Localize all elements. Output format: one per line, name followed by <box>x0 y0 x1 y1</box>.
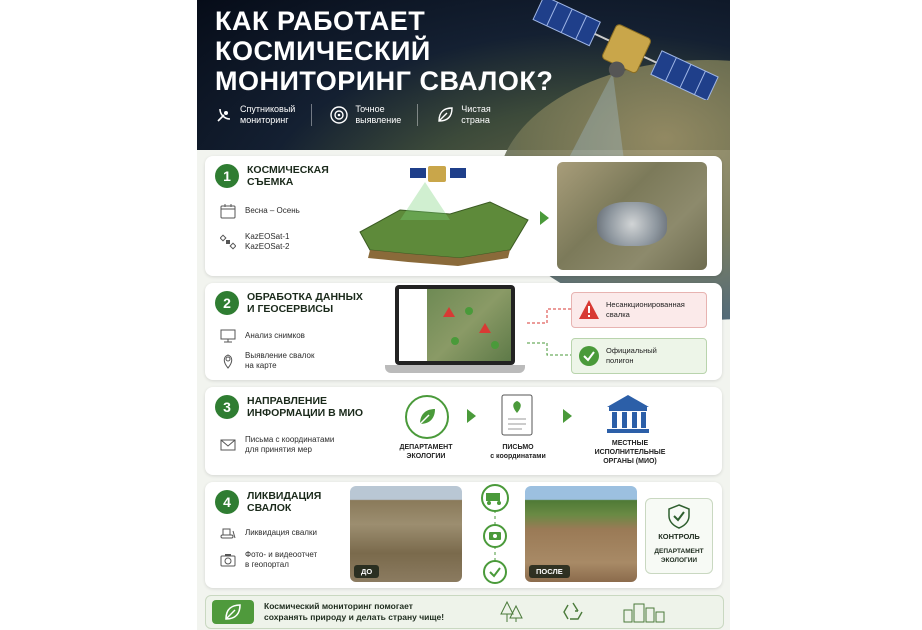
envelope-icon <box>219 436 237 454</box>
flow-label-department: ДЕПАРТАМЕНТ ЭКОЛОГИИ <box>399 444 453 460</box>
process-steps <box>465 482 525 588</box>
item-text: KazEOSat-1 KazEOSat-2 <box>245 232 290 251</box>
hero-banner <box>197 0 730 150</box>
step-title: НАПРАВЛЕНИЕ ИНФОРМАЦИИ В МИО <box>247 395 364 419</box>
item-text: Ликвидация свалки <box>245 528 317 537</box>
city-icon <box>622 600 668 624</box>
step-1-item-season <box>219 202 300 220</box>
feature-precise-detection <box>328 104 401 126</box>
unauthorized-dump-alert <box>571 292 707 328</box>
document-pin-icon <box>500 393 536 437</box>
feature-label: Точное выявление <box>355 104 402 125</box>
step-1-card <box>205 156 722 276</box>
after-photo <box>525 486 637 582</box>
arrow-right-icon <box>540 211 549 225</box>
step-number: 2 <box>215 291 239 315</box>
step-2-item-analysis <box>219 327 305 345</box>
alert-text: Официальный полигон <box>606 346 657 365</box>
shield-check-icon <box>667 503 691 529</box>
feature-satellite-monitoring <box>213 104 295 126</box>
leaf-icon <box>434 104 456 126</box>
feature-label: Спутниковый мониторинг <box>240 104 296 125</box>
warning-icon <box>578 299 600 321</box>
item-text: Весна – Осень <box>245 206 300 215</box>
calendar-icon <box>219 202 237 220</box>
arrow-right-icon <box>563 409 572 423</box>
recycle-icon <box>561 600 585 624</box>
step-title: КОСМИЧЕСКАЯ СЪЕМКА <box>247 164 329 188</box>
monitor-icon <box>219 327 237 345</box>
step-4-item-liquidation <box>219 524 317 542</box>
flow-label-letter: ПИСЬМО с координатами <box>490 444 546 460</box>
item-text: Выявление свалок на карте <box>245 351 315 370</box>
control-label: КОНТРОЛЬ <box>658 532 700 541</box>
kazakhstan-terrain-illustration <box>340 162 540 274</box>
step-number: 1 <box>215 164 239 188</box>
step-3-item-letters <box>219 435 334 455</box>
flow-label-mio: МЕСТНЫЕ ИСПОЛНИТЕЛЬНЫЕ ОРГАНЫ (МИО) <box>594 440 666 465</box>
infographic-poster <box>197 0 730 630</box>
after-label: ПОСЛЕ <box>529 565 570 578</box>
arrow-right-icon <box>467 409 476 423</box>
satellite-icon <box>219 233 237 251</box>
item-text: Фото- и видеоотчет в геопортал <box>245 550 318 569</box>
step-2-card <box>205 283 722 380</box>
official-landfill-alert <box>571 338 707 374</box>
leaf-circle-icon <box>405 395 449 439</box>
divider <box>417 104 418 126</box>
step-4-item-report <box>219 550 317 570</box>
page-title <box>215 6 553 96</box>
step-3-card <box>205 387 722 475</box>
title-line-2: КОСМИЧЕСКИЙ <box>215 36 431 66</box>
divider <box>311 104 312 126</box>
title-line-1: КАК РАБОТАЕТ <box>215 6 426 36</box>
footer-banner <box>205 595 724 629</box>
step-1-item-satellites <box>219 232 289 252</box>
control-box <box>645 498 713 574</box>
step-4-card <box>205 482 722 588</box>
check-circle-icon <box>578 345 600 367</box>
before-label: ДО <box>354 565 379 578</box>
leaf-icon <box>212 600 254 624</box>
step-number: 3 <box>215 395 239 419</box>
bulldozer-icon <box>219 524 237 542</box>
before-photo <box>350 486 462 582</box>
alert-text: Несанкционированная свалка <box>606 300 685 319</box>
camera-icon <box>219 551 237 569</box>
target-icon <box>328 104 350 126</box>
step-number: 4 <box>215 490 239 514</box>
item-text: Анализ снимков <box>245 331 305 340</box>
step-title: ЛИКВИДАЦИЯ СВАЛОК <box>247 490 322 514</box>
government-building-icon <box>605 393 651 435</box>
item-text: Письма с координатами для принятия мер <box>245 435 335 454</box>
step-title: ОБРАБОТКА ДАННЫХ И ГЕОСЕРВИСЫ <box>247 291 363 315</box>
hero-features <box>213 104 491 126</box>
feature-label: Чистая страна <box>461 104 491 125</box>
connector-lines <box>527 303 577 363</box>
control-department: ДЕПАРТАМЕНТ ЭКОЛОГИИ <box>654 548 704 564</box>
satellite-dish-icon <box>213 104 235 126</box>
laptop-geoservice <box>385 285 525 377</box>
trees-icon <box>498 600 524 624</box>
satellite-icon <box>527 0 727 100</box>
feature-clean-country <box>434 104 490 126</box>
map-pin-icon <box>219 352 237 370</box>
footer-text: Космический мониторинг помогает сохранять природу и делать страну чище! <box>264 601 445 622</box>
title-line-3: МОНИТОРИНГ СВАЛОК? <box>215 66 554 96</box>
landfill-satellite-photo <box>557 162 707 270</box>
step-2-item-detection <box>219 351 314 371</box>
